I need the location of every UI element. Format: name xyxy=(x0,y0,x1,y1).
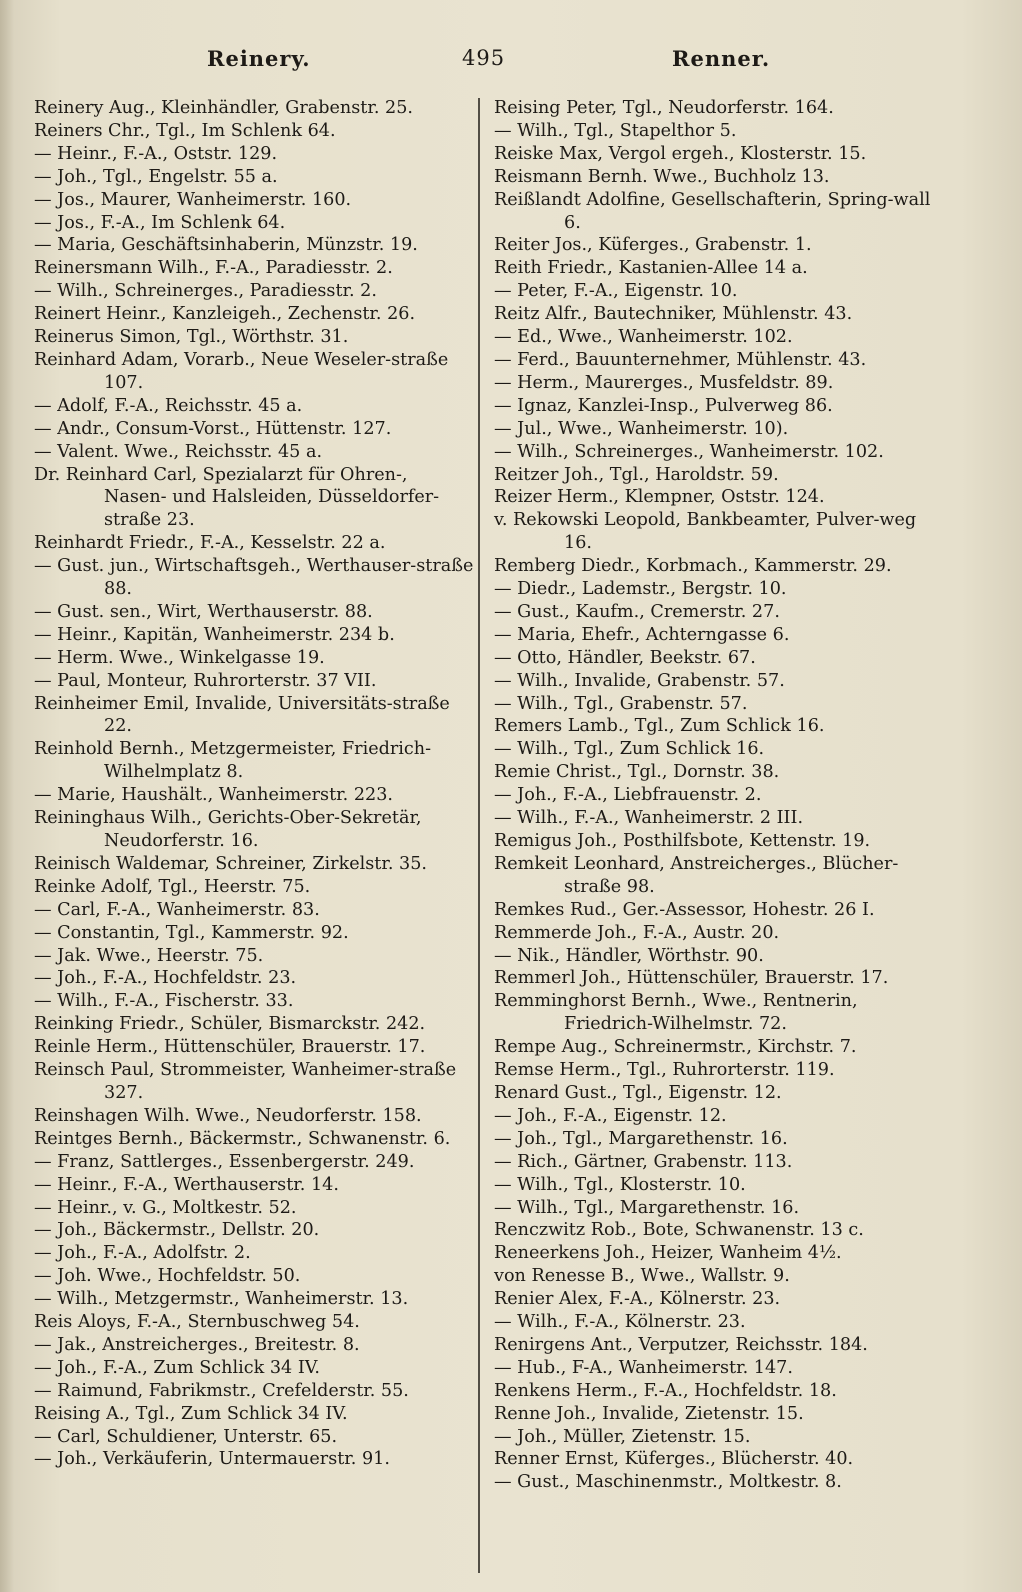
directory-entry: — Andr., Consum-Vorst., Hüttenstr. 127. xyxy=(34,418,392,439)
directory-entry: Remminghorst Bernh., Wwe., Rentnerin, Friedrich-Wilhelmstr. 72. xyxy=(494,991,858,1035)
directory-entry: Reinsch Paul, Strommeister, Wanheimer-straße 327. xyxy=(34,1060,457,1103)
directory-entry: — Wilh., Metzgermstr., Wanheimerstr. 13. xyxy=(34,1289,409,1310)
directory-entry: — Wilh., Schreinerges., Paradiesstr. 2. xyxy=(34,281,377,302)
column-divider xyxy=(478,98,480,1573)
directory-entry: — Wilh., Tgl., Margarethenstr. 16. xyxy=(494,1197,800,1218)
directory-entry: — Joh., F.-A., Eigenstr. 12. xyxy=(494,1105,727,1126)
directory-entry: — Heinr., Kapitän, Wanheimerstr. 234 b. xyxy=(34,624,395,645)
page-binding-shadow xyxy=(0,0,14,1592)
directory-entry: — Wilh., Tgl., Klosterstr. 10. xyxy=(494,1174,746,1195)
right-column xyxy=(494,97,934,1494)
directory-entry: Reinshagen Wilh. Wwe., Neudorferstr. 158. xyxy=(34,1105,422,1126)
directory-entry: Reiter Jos., Küferges., Grabenstr. 1. xyxy=(494,235,812,256)
directory-entry: Remie Christ., Tgl., Dornstr. 38. xyxy=(494,762,780,783)
directory-entry: — Gust., Kaufm., Cremerstr. 27. xyxy=(494,601,780,622)
directory-entry: — Wilh., Tgl., Grabenstr. 57. xyxy=(494,693,748,714)
directory-entry: Remkes Rud., Ger.-Assessor, Hohestr. 26 I. xyxy=(494,899,875,920)
directory-entry: — Wilh., Invalide, Grabenstr. 57. xyxy=(494,670,785,691)
directory-entry: Reiners Chr., Tgl., Im Schlenk 64. xyxy=(34,120,336,141)
page-header xyxy=(0,46,1022,86)
directory-entry: — Constantin, Tgl., Kammerstr. 92. xyxy=(34,922,349,943)
directory-entry: — Wilh., Schreinerges., Wanheimerstr. 102. xyxy=(494,441,884,462)
directory-entry: — Joh., F.-A., Hochfeldstr. 23. xyxy=(34,968,297,989)
directory-entry: Reinking Friedr., Schüler, Bismarckstr. 242. xyxy=(34,1014,426,1035)
directory-entry: Reinery Aug., Kleinhändler, Grabenstr. 25. xyxy=(34,98,414,118)
directory-entry: — Wilh., F.-A., Fischerstr. 33. xyxy=(34,991,294,1012)
directory-entry: — Maria, Geschäftsinhaberin, Münzstr. 19. xyxy=(34,235,418,256)
directory-entry: — Gust. jun., Wirtschaftsgeh., Werthauser-straße 88. xyxy=(34,556,474,600)
directory-entry: — Joh., Müller, Zietenstr. 15. xyxy=(494,1426,751,1447)
directory-entry: Reininghaus Wilh., Gerichts-Ober-Sekretär, Neudorferstr. 16. xyxy=(34,808,422,851)
directory-entry: Rempe Aug., Schreinermstr., Kirchstr. 7. xyxy=(494,1037,857,1058)
directory-entry: Reising Peter, Tgl., Neudorferstr. 164. xyxy=(494,98,834,118)
directory-entry: — Jak. Wwe., Heerstr. 75. xyxy=(34,945,264,966)
directory-entry: — Gust. sen., Wirt, Werthauserstr. 88. xyxy=(34,601,373,622)
directory-entry: — Franz, Sattlerges., Essenbergerstr. 249. xyxy=(34,1151,415,1172)
header-last-entry: Renner. xyxy=(672,46,771,71)
directory-entry: — Ignaz, Kanzlei-Insp., Pulverweg 86. xyxy=(494,395,833,416)
directory-entry: Reitzer Joh., Tgl., Haroldstr. 59. xyxy=(494,464,779,485)
directory-entry: Reith Friedr., Kastanien-Allee 14 a. xyxy=(494,258,808,279)
directory-entry: — Herm. Wwe., Winkelgasse 19. xyxy=(34,647,325,668)
directory-entry: Renier Alex, F.-A., Kölnerstr. 23. xyxy=(494,1289,781,1310)
directory-entry: — Joh., Bäckermstr., Dellstr. 20. xyxy=(34,1220,320,1241)
page-number: 495 xyxy=(462,46,506,70)
directory-entry: — Rich., Gärtner, Grabenstr. 113. xyxy=(494,1151,793,1172)
directory-entry: — Peter, F.-A., Eigenstr. 10. xyxy=(494,281,738,302)
directory-entry: — Maria, Ehefr., Achterngasse 6. xyxy=(494,624,790,645)
directory-entry: Reismann Bernh. Wwe., Buchholz 13. xyxy=(494,166,830,187)
directory-entry: — Heinr., F.-A., Werthauserstr. 14. xyxy=(34,1174,339,1195)
directory-entry: — Wilh., Tgl., Stapelthor 5. xyxy=(494,120,737,141)
directory-entry: — Raimund, Fabrikmstr., Crefelderstr. 55. xyxy=(34,1380,409,1401)
directory-entry: — Herm., Maurerges., Musfeldstr. 89. xyxy=(494,372,834,393)
directory-entry: Remberg Diedr., Korbmach., Kammerstr. 29. xyxy=(494,556,892,577)
directory-entry: — Joh., F.-A., Zum Schlick 34 IV. xyxy=(34,1357,321,1378)
directory-entry: Reinerus Simon, Tgl., Wörthstr. 31. xyxy=(34,327,349,348)
directory-entry: Renczwitz Rob., Bote, Schwanenstr. 13 c. xyxy=(494,1220,864,1241)
directory-entry: — Heinr., v. G., Moltkestr. 52. xyxy=(34,1197,297,1218)
directory-entry: — Heinr., F.-A., Oststr. 129. xyxy=(34,143,278,164)
directory-entry: Reinhold Bernh., Metzgermeister, Friedrich-Wilhelmplatz 8. xyxy=(34,739,432,783)
directory-entry: — Adolf, F.-A., Reichsstr. 45 a. xyxy=(34,395,303,416)
directory-entry: Renner Ernst, Küferges., Blücherstr. 40. xyxy=(494,1449,854,1470)
directory-entry: Remkeit Leonhard, Anstreicherges., Blücher-straße 98. xyxy=(494,853,899,897)
directory-entry: — Paul, Monteur, Ruhrorterstr. 37 VII. xyxy=(34,670,377,691)
directory-entry: — Ferd., Bauunternehmer, Mühlenstr. 43. xyxy=(494,349,867,370)
directory-entry: — Joh., Tgl., Engelstr. 55 a. xyxy=(34,166,278,187)
directory-entry: — Wilh., F.-A., Wanheimerstr. 2 III. xyxy=(494,808,804,829)
directory-entry: — Ed., Wwe., Wanheimerstr. 102. xyxy=(494,327,793,348)
header-first-entry: Reinery. xyxy=(207,46,311,71)
directory-entry: — Wilh., F.-A., Kölnerstr. 23. xyxy=(494,1312,746,1333)
directory-entry: Remigus Joh., Posthilfsbote, Kettenstr. 19. xyxy=(494,831,871,851)
directory-entry: Reißlandt Adolfine, Gesellschafterin, Spring-wall 6. xyxy=(494,189,931,233)
directory-entry: — Jos., F.-A., Im Schlenk 64. xyxy=(34,212,286,233)
directory-entry: Remmerde Joh., F.-A., Austr. 20. xyxy=(494,922,780,943)
directory-entry: — Hub., F-A., Wanheimerstr. 147. xyxy=(494,1357,793,1378)
directory-entry: Remmerl Joh., Hüttenschüler, Brauerstr. 17. xyxy=(494,968,889,989)
directory-entry: Reneerkens Joh., Heizer, Wanheim 4½. xyxy=(494,1243,842,1264)
directory-entry: Reintges Bernh., Bäckermstr., Schwanenstr. 6. xyxy=(34,1128,451,1149)
directory-entry: — Marie, Haushält., Wanheimerstr. 223. xyxy=(34,785,393,806)
directory-entry: Remse Herm., Tgl., Ruhrorterstr. 119. xyxy=(494,1060,835,1081)
directory-entry: — Joh., Tgl., Margarethenstr. 16. xyxy=(494,1128,788,1149)
directory-entry: — Jos., Maurer, Wanheimerstr. 160. xyxy=(34,189,352,210)
directory-entry: Reinhardt Friedr., F.-A., Kesselstr. 22 a. xyxy=(34,533,386,554)
directory-entry: Renkens Herm., F.-A., Hochfeldstr. 18. xyxy=(494,1380,837,1401)
directory-entry: — Gust., Maschinenmstr., Moltkestr. 8. xyxy=(494,1472,842,1493)
directory-entry: — Joh., Verkäuferin, Untermauerstr. 91. xyxy=(34,1449,390,1470)
directory-entry: Reinheimer Emil, Invalide, Universitäts-straße 22. xyxy=(34,693,450,737)
directory-entry: — Wilh., Tgl., Zum Schlick 16. xyxy=(494,739,765,760)
directory-entry: — Joh., F.-A., Adolfstr. 2. xyxy=(34,1243,251,1264)
left-column xyxy=(34,97,474,1471)
directory-entry: von Renesse B., Wwe., Wallstr. 9. xyxy=(494,1266,790,1287)
directory-entry: Renne Joh., Invalide, Zietenstr. 15. xyxy=(494,1403,804,1424)
directory-entry: Reizer Herm., Klempner, Oststr. 124. xyxy=(494,487,825,508)
directory-entry: — Joh. Wwe., Hochfeldstr. 50. xyxy=(34,1266,301,1287)
directory-entry: — Nik., Händler, Wörthstr. 90. xyxy=(494,945,764,966)
directory-entry: — Jul., Wwe., Wanheimerstr. 10). xyxy=(494,418,789,439)
directory-entry: Reinhard Adam, Vorarb., Neue Weseler-straße 107. xyxy=(34,349,449,393)
directory-entry: — Carl, Schuldiener, Unterstr. 65. xyxy=(34,1426,338,1447)
directory-entry: Reising A., Tgl., Zum Schlick 34 IV. xyxy=(34,1403,348,1424)
directory-entry: Remers Lamb., Tgl., Zum Schlick 16. xyxy=(494,716,825,737)
directory-entry: Renirgens Ant., Verputzer, Reichsstr. 184. xyxy=(494,1334,868,1355)
directory-entry: — Carl, F.-A., Wanheimerstr. 83. xyxy=(34,899,320,920)
directory-entry: Reiske Max, Vergol ergeh., Klosterstr. 15. xyxy=(494,143,867,164)
directory-entry: — Valent. Wwe., Reichsstr. 45 a. xyxy=(34,441,323,462)
directory-entry: Reinersmann Wilh., F.-A., Paradiesstr. 2. xyxy=(34,258,393,279)
directory-entry: Reinisch Waldemar, Schreiner, Zirkelstr. 35. xyxy=(34,853,428,874)
directory-entry: v. Rekowski Leopold, Bankbeamter, Pulver-weg 16. xyxy=(494,510,917,554)
directory-entry: — Diedr., Lademstr., Bergstr. 10. xyxy=(494,579,787,600)
directory-entry: Renard Gust., Tgl., Eigenstr. 12. xyxy=(494,1082,782,1103)
directory-entry: Reitz Alfr., Bautechniker, Mühlenstr. 43. xyxy=(494,304,853,325)
directory-entry: — Jak., Anstreicherges., Breitestr. 8. xyxy=(34,1334,360,1355)
directory-entry: Dr. Reinhard Carl, Spezialarzt für Ohren-, Nasen- und Halsleiden, Düsseldorfer-straße 23. xyxy=(34,464,440,531)
directory-entry: Reis Aloys, F.-A., Sternbuschweg 54. xyxy=(34,1312,360,1333)
directory-entry: Reinke Adolf, Tgl., Heerstr. 75. xyxy=(34,876,311,897)
directory-entry: — Otto, Händler, Beekstr. 67. xyxy=(494,647,756,668)
directory-entry: — Joh., F.-A., Liebfrauenstr. 2. xyxy=(494,785,762,806)
directory-entry: Reinert Heinr., Kanzleigeh., Zechenstr. 26. xyxy=(34,304,416,325)
directory-entry: Reinle Herm., Hüttenschüler, Brauerstr. 17. xyxy=(34,1037,426,1058)
